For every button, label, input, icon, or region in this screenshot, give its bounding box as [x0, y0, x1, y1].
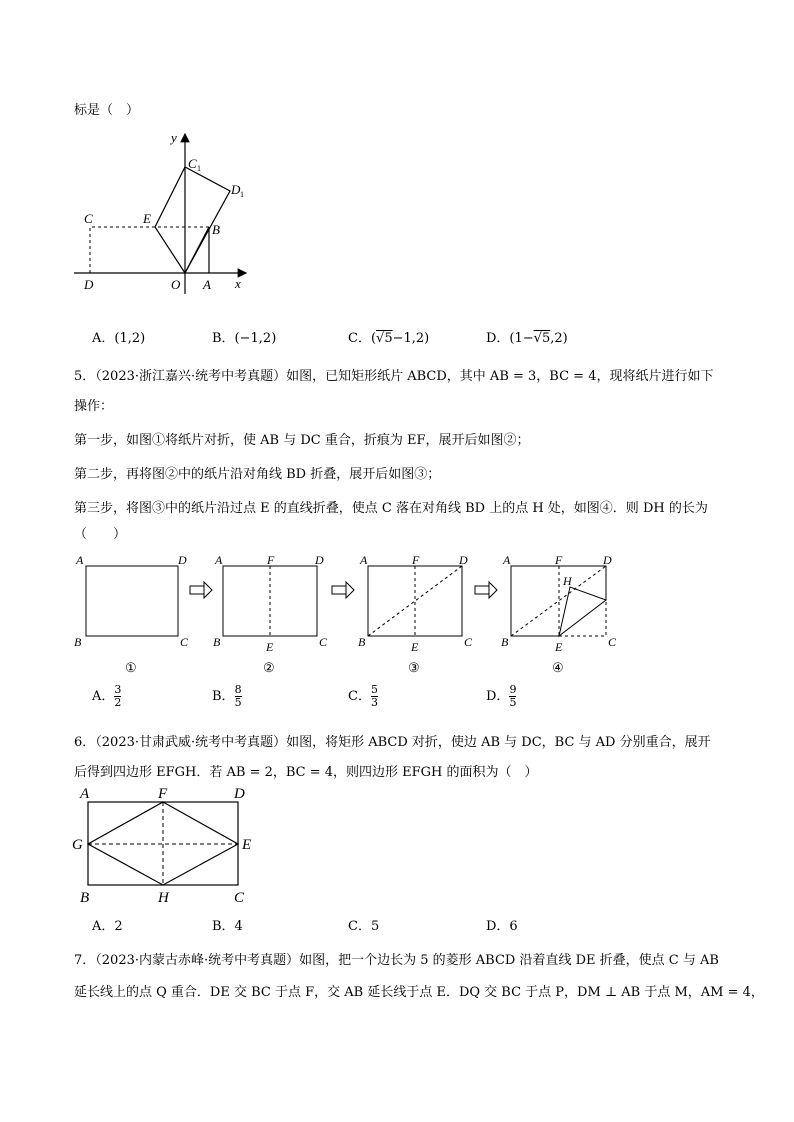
label-D1-sub: 1	[240, 190, 244, 199]
label-O: O	[171, 277, 181, 292]
arrow-2	[332, 582, 354, 598]
svg-text:D: D	[603, 553, 612, 567]
q6-stem-line-2: 后得到四边形 EFGH．若 AB = 2，BC = 4，则四边形 EFGH 的面积为（ ）	[74, 765, 538, 780]
q6-option-a: A．2	[92, 919, 123, 934]
svg-text:F: F	[555, 553, 563, 567]
fraction: $\frac{9}{5}$	[509, 683, 517, 709]
q4-option-d: D．(1−√5,2)	[486, 331, 568, 346]
q4-tail-text: 标是（ ）	[74, 103, 140, 118]
svg-text:D: D	[178, 553, 187, 567]
svg-text:A: A	[215, 553, 223, 567]
q5-option-c: C． $\frac{5}{3}$	[348, 683, 378, 709]
sqrt5: √5	[533, 331, 551, 346]
q4-coordinate-figure	[70, 128, 260, 298]
svg-text:E: E	[411, 640, 419, 654]
q6-option-b: B．4	[212, 919, 243, 934]
svg-text:D: D	[234, 786, 245, 802]
label-D1: D	[231, 182, 241, 197]
fig2-number: ②	[263, 660, 275, 675]
q6-option-c: C．5	[348, 919, 380, 934]
label-D: D	[84, 277, 94, 292]
svg-text:D: D	[315, 553, 324, 567]
svg-text:C: C	[608, 635, 617, 649]
fig3-rect	[368, 566, 462, 636]
svg-text:D: D	[459, 553, 468, 567]
q5-option-d: D． $\frac{9}{5}$	[486, 683, 517, 709]
dashed-rectangle	[90, 227, 209, 273]
label-E: E	[143, 211, 151, 226]
fig1-number: ①	[125, 660, 137, 675]
svg-text:F: F	[412, 553, 420, 567]
svg-text:E: E	[242, 837, 252, 853]
svg-text:A: A	[80, 786, 90, 802]
svg-text:A: A	[360, 553, 368, 567]
sqrt5: √5	[376, 331, 393, 346]
fig2-rect	[223, 566, 317, 636]
q7-stem-line-1: 7．（2023·内蒙古赤峰·统考中考真题）如图，把一个边长为 5 的菱形 ABCD 沿着直线 DE 折叠，使点 C 与 AB	[74, 953, 719, 968]
label-A: A	[203, 277, 211, 292]
q6-rhombus-figure	[70, 782, 270, 906]
fig4-solid-border	[511, 566, 606, 636]
svg-text:F: F	[267, 553, 275, 567]
svg-text:C: C	[180, 635, 189, 649]
q5-stem-line-1: 5．（2023·浙江嘉兴·统考中考真题）如图，已知矩形纸片 ABCD，其中 AB = 3，BC = 4，现将纸片进行如下	[74, 369, 714, 384]
label-C1-sub: 1	[197, 164, 201, 173]
svg-text:H: H	[563, 574, 572, 588]
q5-stem-line-2: 操作：	[74, 399, 114, 414]
svg-text:H: H	[158, 890, 169, 906]
svg-text:A: A	[76, 553, 84, 567]
svg-text:B: B	[213, 635, 221, 649]
q4-option-c: C．(√5−1,2)	[348, 331, 430, 346]
q5-paren: （ ）	[74, 527, 127, 542]
svg-text:B: B	[80, 890, 90, 906]
arrow-1	[190, 582, 212, 598]
q4-option-b: B．(−1,2)	[212, 331, 277, 346]
label-y: y	[171, 130, 177, 145]
svg-text:C: C	[319, 635, 328, 649]
fraction: $\frac{3}{2}$	[114, 683, 122, 709]
q6-option-d: D．6	[486, 919, 518, 934]
fig1-rect	[86, 566, 178, 636]
fraction: $\frac{8}{5}$	[234, 683, 242, 709]
fig3-number: ③	[408, 660, 420, 675]
svg-text:G: G	[72, 837, 83, 853]
svg-text:B: B	[501, 635, 509, 649]
q7-stem-line-2: 延长线上的点 Q 重合．DE 交 BC 于点 F，交 AB 延长线于点 E．DQ 交 BC 于点 P，DM ⊥ AB 于点 M，AM = 4，	[74, 985, 764, 1000]
label-x: x	[235, 276, 241, 291]
svg-text:F: F	[158, 786, 168, 802]
fig4-number: ④	[552, 660, 564, 675]
q4-option-a: A．(1,2)	[92, 331, 146, 346]
label-C: C	[84, 211, 93, 226]
arrow-3	[475, 582, 497, 598]
svg-text:B: B	[358, 635, 366, 649]
svg-text:C: C	[234, 890, 245, 906]
svg-text:A: A	[503, 553, 511, 567]
fig4-folded-triangle	[559, 587, 606, 636]
fraction: $\frac{5}{3}$	[370, 683, 378, 709]
svg-text:C: C	[464, 635, 473, 649]
q5-step-3: 第三步，将图③中的纸片沿过点 E 的直线折叠，使点 C 落在对角线 BD 上的点 H 处，如图④．则 DH 的长为	[74, 501, 708, 516]
q6-stem-line-1: 6．（2023·甘肃武威·统考中考真题）如图，将矩形 ABCD 对折，使边 AB 与 DC，BC 与 AD 分别重合，展开	[74, 735, 711, 750]
segment-OB	[185, 227, 209, 273]
label-C1: C	[188, 156, 197, 171]
svg-text:B: B	[74, 635, 82, 649]
q5-option-a: A． $\frac{3}{2}$	[92, 683, 122, 709]
q5-step-2: 第二步，再将图②中的纸片沿对角线 BD 折叠，展开后如图③；	[74, 467, 441, 482]
rhombus-EC1D1O	[155, 167, 230, 273]
q5-step-1: 第一步，如图①将纸片对折，使 AB 与 DC 重合，折痕为 EF，展开后如图②；	[74, 433, 530, 448]
svg-text:E: E	[266, 640, 274, 654]
svg-text:E: E	[555, 640, 563, 654]
q5-option-b: B． $\frac{8}{5}$	[212, 683, 242, 709]
q5-folding-figures	[70, 548, 630, 676]
label-B: B	[212, 222, 220, 237]
